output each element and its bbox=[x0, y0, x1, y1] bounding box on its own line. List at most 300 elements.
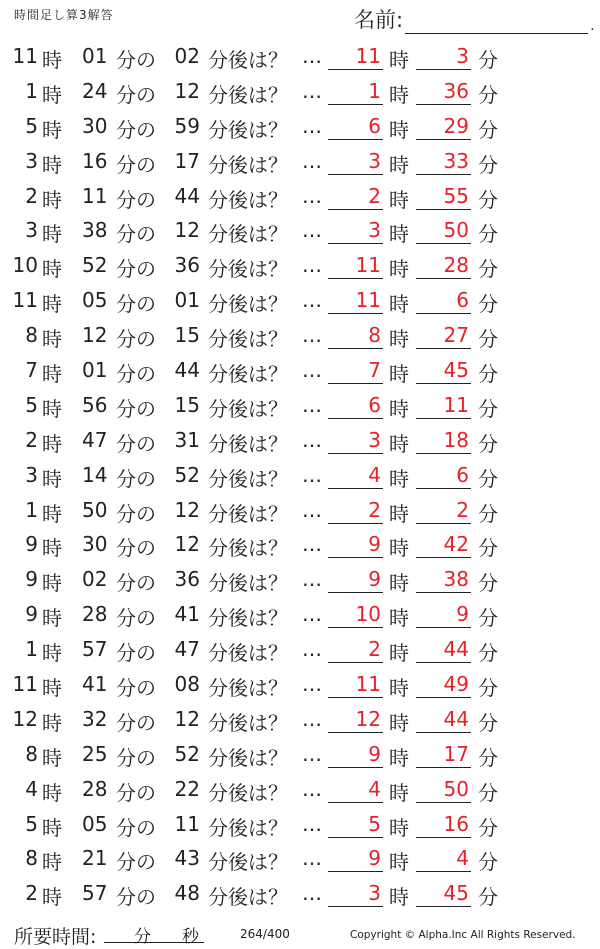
answer-minute-label: 分 bbox=[478, 187, 498, 212]
start-hour: 5 bbox=[25, 811, 38, 836]
answer-minute[interactable]: 45 bbox=[416, 881, 471, 907]
answer-hour-label: 時 bbox=[389, 222, 409, 247]
start-minute: 32 bbox=[82, 706, 108, 731]
answer-hour[interactable]: 3 bbox=[328, 428, 383, 454]
answer-minute-label: 分 bbox=[478, 885, 498, 910]
answer-minute-label: 分 bbox=[478, 292, 498, 317]
hour-label: 時 bbox=[42, 641, 62, 666]
after-question-label: 分後は？ bbox=[208, 82, 288, 107]
hour-label: 時 bbox=[42, 885, 62, 910]
problem-row bbox=[0, 459, 600, 494]
answer-minute[interactable]: 11 bbox=[416, 393, 471, 419]
problem-row bbox=[0, 214, 600, 249]
answer-hour[interactable]: 9 bbox=[328, 742, 383, 768]
added-minutes: 22 bbox=[174, 776, 200, 801]
start-minute: 16 bbox=[82, 148, 108, 173]
added-minutes: 15 bbox=[174, 323, 200, 348]
hour-label: 時 bbox=[42, 327, 62, 352]
answer-hour-label: 時 bbox=[389, 501, 409, 526]
footer bbox=[0, 918, 600, 949]
start-minute: 47 bbox=[82, 427, 108, 452]
hour-label: 時 bbox=[42, 745, 62, 770]
hour-label: 時 bbox=[42, 606, 62, 631]
ellipsis: … bbox=[302, 358, 323, 383]
answer-minute[interactable]: 33 bbox=[416, 149, 471, 175]
minute-unit: 分 bbox=[134, 927, 151, 947]
added-minutes: 44 bbox=[174, 358, 200, 383]
start-minute: 14 bbox=[82, 462, 108, 487]
answer-minute[interactable]: 27 bbox=[416, 323, 471, 349]
ellipsis: … bbox=[302, 323, 323, 348]
start-minute: 01 bbox=[82, 358, 108, 383]
start-hour: 8 bbox=[25, 741, 38, 766]
added-minutes: 48 bbox=[174, 881, 200, 906]
start-minute: 41 bbox=[82, 672, 108, 697]
hour-label: 時 bbox=[42, 571, 62, 596]
problem-row bbox=[0, 284, 600, 319]
problem-row bbox=[0, 528, 600, 563]
answer-hour[interactable]: 6 bbox=[328, 114, 383, 140]
problem-row bbox=[0, 40, 600, 75]
answer-hour[interactable]: 12 bbox=[328, 707, 383, 733]
answer-hour[interactable]: 7 bbox=[328, 358, 383, 384]
answer-minute[interactable]: 45 bbox=[416, 358, 471, 384]
second-unit: 秒 bbox=[182, 927, 199, 947]
answer-minute[interactable]: 49 bbox=[416, 672, 471, 698]
start-hour: 9 bbox=[25, 567, 38, 592]
start-hour: 3 bbox=[25, 148, 38, 173]
problem-row bbox=[0, 145, 600, 180]
problem-row bbox=[0, 319, 600, 354]
hour-label: 時 bbox=[42, 676, 62, 701]
answer-minute-label: 分 bbox=[478, 327, 498, 352]
answer-minute-label: 分 bbox=[478, 222, 498, 247]
minute-of-label: 分の bbox=[116, 885, 156, 910]
start-hour: 2 bbox=[25, 427, 38, 452]
hour-label: 時 bbox=[42, 257, 62, 282]
hour-label: 時 bbox=[42, 82, 62, 107]
problem-row bbox=[0, 354, 600, 389]
added-minutes: 15 bbox=[174, 392, 200, 417]
ellipsis: … bbox=[302, 78, 323, 103]
answer-minute-label: 分 bbox=[478, 641, 498, 666]
added-minutes: 17 bbox=[174, 148, 200, 173]
ellipsis: … bbox=[302, 497, 323, 522]
after-question-label: 分後は？ bbox=[208, 745, 288, 770]
minute-of-label: 分の bbox=[116, 745, 156, 770]
start-minute: 50 bbox=[82, 497, 108, 522]
start-hour: 1 bbox=[25, 637, 38, 662]
answer-minute-label: 分 bbox=[478, 850, 498, 875]
answer-minute[interactable]: 6 bbox=[416, 288, 471, 314]
answer-minute[interactable]: 28 bbox=[416, 253, 471, 279]
ellipsis: … bbox=[302, 288, 323, 313]
after-question-label: 分後は？ bbox=[208, 431, 288, 456]
minute-of-label: 分の bbox=[116, 187, 156, 212]
worksheet-title: 時間足し算3解答 bbox=[14, 8, 114, 22]
answer-hour[interactable]: 2 bbox=[328, 498, 383, 524]
answer-minute-label: 分 bbox=[478, 431, 498, 456]
answer-hour[interactable]: 11 bbox=[328, 253, 383, 279]
minute-of-label: 分の bbox=[116, 292, 156, 317]
added-minutes: 59 bbox=[174, 113, 200, 138]
answer-minute-label: 分 bbox=[478, 82, 498, 107]
minute-of-label: 分の bbox=[116, 257, 156, 282]
after-question-label: 分後は？ bbox=[208, 676, 288, 701]
name-end-dot: . bbox=[590, 18, 595, 34]
answer-minute[interactable]: 36 bbox=[416, 79, 471, 105]
answer-hour[interactable]: 3 bbox=[328, 149, 383, 175]
after-question-label: 分後は？ bbox=[208, 780, 288, 805]
start-minute: 52 bbox=[82, 253, 108, 278]
answer-minute[interactable]: 2 bbox=[416, 498, 471, 524]
answer-hour[interactable]: 2 bbox=[328, 637, 383, 663]
start-minute: 12 bbox=[82, 323, 108, 348]
answer-hour[interactable]: 9 bbox=[328, 532, 383, 558]
answer-minute-label: 分 bbox=[478, 676, 498, 701]
problem-row bbox=[0, 494, 600, 529]
answer-minute-label: 分 bbox=[478, 152, 498, 177]
name-input-line[interactable] bbox=[405, 11, 588, 34]
added-minutes: 12 bbox=[174, 497, 200, 522]
page-number: 264/400 bbox=[240, 927, 290, 941]
answer-minute[interactable]: 17 bbox=[416, 742, 471, 768]
added-minutes: 12 bbox=[174, 78, 200, 103]
answer-hour[interactable]: 6 bbox=[328, 393, 383, 419]
answer-minute[interactable]: 29 bbox=[416, 114, 471, 140]
start-minute: 30 bbox=[82, 532, 108, 557]
hour-label: 時 bbox=[42, 466, 62, 491]
after-question-label: 分後は？ bbox=[208, 152, 288, 177]
hour-label: 時 bbox=[42, 187, 62, 212]
answer-hour[interactable]: 3 bbox=[328, 218, 383, 244]
minute-of-label: 分の bbox=[116, 606, 156, 631]
hour-label: 時 bbox=[42, 396, 62, 421]
after-question-label: 分後は？ bbox=[208, 850, 288, 875]
start-minute: 57 bbox=[82, 881, 108, 906]
answer-hour-label: 時 bbox=[389, 431, 409, 456]
answer-hour-label: 時 bbox=[389, 466, 409, 491]
answer-minute-label: 分 bbox=[478, 117, 498, 142]
answer-hour[interactable]: 9 bbox=[328, 567, 383, 593]
start-hour: 1 bbox=[25, 78, 38, 103]
minute-of-label: 分の bbox=[116, 327, 156, 352]
answer-hour[interactable]: 1 bbox=[328, 79, 383, 105]
answer-hour-label: 時 bbox=[389, 745, 409, 770]
ellipsis: … bbox=[302, 392, 323, 417]
answer-hour[interactable]: 11 bbox=[328, 44, 383, 70]
minute-of-label: 分の bbox=[116, 710, 156, 735]
ellipsis: … bbox=[302, 462, 323, 487]
after-question-label: 分後は？ bbox=[208, 48, 288, 72]
after-question-label: 分後は？ bbox=[208, 187, 288, 212]
answer-hour-label: 時 bbox=[389, 676, 409, 701]
answer-minute-label: 分 bbox=[478, 362, 498, 387]
problem-row bbox=[0, 842, 600, 877]
answer-hour[interactable]: 11 bbox=[328, 672, 383, 698]
minute-of-label: 分の bbox=[116, 641, 156, 666]
answer-minute[interactable]: 6 bbox=[416, 463, 471, 489]
added-minutes: 36 bbox=[174, 567, 200, 592]
minute-of-label: 分の bbox=[116, 152, 156, 177]
added-minutes: 36 bbox=[174, 253, 200, 278]
answer-hour-label: 時 bbox=[389, 292, 409, 317]
answer-hour-label: 時 bbox=[389, 152, 409, 177]
ellipsis: … bbox=[302, 637, 323, 662]
minute-of-label: 分の bbox=[116, 431, 156, 456]
answer-hour-label: 時 bbox=[389, 117, 409, 142]
after-question-label: 分後は？ bbox=[208, 606, 288, 631]
problem-row bbox=[0, 75, 600, 110]
answer-minute[interactable]: 16 bbox=[416, 812, 471, 838]
answer-hour[interactable]: 10 bbox=[328, 602, 383, 628]
after-question-label: 分後は？ bbox=[208, 710, 288, 735]
ellipsis: … bbox=[302, 218, 323, 243]
minute-of-label: 分の bbox=[116, 48, 156, 72]
start-minute: 56 bbox=[82, 392, 108, 417]
after-question-label: 分後は？ bbox=[208, 885, 288, 910]
start-minute: 21 bbox=[82, 846, 108, 871]
added-minutes: 02 bbox=[174, 44, 200, 68]
after-question-label: 分後は？ bbox=[208, 327, 288, 352]
minute-of-label: 分の bbox=[116, 571, 156, 596]
start-hour: 5 bbox=[25, 113, 38, 138]
start-minute: 11 bbox=[82, 183, 108, 208]
minute-of-label: 分の bbox=[116, 117, 156, 142]
after-question-label: 分後は？ bbox=[208, 466, 288, 491]
after-question-label: 分後は？ bbox=[208, 641, 288, 666]
ellipsis: … bbox=[302, 113, 323, 138]
answer-minute[interactable]: 38 bbox=[416, 567, 471, 593]
problem-row bbox=[0, 738, 600, 773]
answer-hour-label: 時 bbox=[389, 780, 409, 805]
answer-minute-label: 分 bbox=[478, 48, 498, 72]
after-question-label: 分後は？ bbox=[208, 815, 288, 840]
start-minute: 05 bbox=[82, 288, 108, 313]
hour-label: 時 bbox=[42, 362, 62, 387]
hour-label: 時 bbox=[42, 815, 62, 840]
hour-label: 時 bbox=[42, 850, 62, 875]
minute-of-label: 分の bbox=[116, 536, 156, 561]
ellipsis: … bbox=[302, 567, 323, 592]
added-minutes: 44 bbox=[174, 183, 200, 208]
minute-of-label: 分の bbox=[116, 815, 156, 840]
start-hour: 10 bbox=[12, 253, 38, 278]
answer-minute[interactable]: 3 bbox=[416, 44, 471, 70]
start-minute: 02 bbox=[82, 567, 108, 592]
start-hour: 11 bbox=[12, 44, 38, 68]
problem-row bbox=[0, 668, 600, 703]
answer-hour[interactable]: 11 bbox=[328, 288, 383, 314]
ellipsis: … bbox=[302, 811, 323, 836]
answer-minute[interactable]: 55 bbox=[416, 184, 471, 210]
answer-hour[interactable]: 2 bbox=[328, 184, 383, 210]
hour-label: 時 bbox=[42, 780, 62, 805]
start-hour: 8 bbox=[25, 323, 38, 348]
answer-minute-label: 分 bbox=[478, 571, 498, 596]
minute-of-label: 分の bbox=[116, 362, 156, 387]
start-minute: 38 bbox=[82, 218, 108, 243]
problem-row bbox=[0, 633, 600, 668]
answer-hour[interactable]: 5 bbox=[328, 812, 383, 838]
minute-of-label: 分の bbox=[116, 676, 156, 701]
answer-hour-label: 時 bbox=[389, 571, 409, 596]
after-question-label: 分後は？ bbox=[208, 117, 288, 142]
answer-hour-label: 時 bbox=[389, 641, 409, 666]
copyright-text: Copyright © Alpha.Inc All Rights Reserved. bbox=[350, 929, 576, 941]
name-field-block bbox=[354, 4, 595, 34]
problem-row bbox=[0, 563, 600, 598]
minute-of-label: 分の bbox=[116, 82, 156, 107]
added-minutes: 52 bbox=[174, 741, 200, 766]
start-minute: 05 bbox=[82, 811, 108, 836]
problem-row bbox=[0, 180, 600, 215]
start-minute: 25 bbox=[82, 741, 108, 766]
answer-minute[interactable]: 42 bbox=[416, 532, 471, 558]
answer-minute[interactable]: 44 bbox=[416, 707, 471, 733]
ellipsis: … bbox=[302, 602, 323, 627]
start-hour: 3 bbox=[25, 462, 38, 487]
start-hour: 8 bbox=[25, 846, 38, 871]
start-hour: 12 bbox=[12, 706, 38, 731]
start-hour: 5 bbox=[25, 392, 38, 417]
after-question-label: 分後は？ bbox=[208, 536, 288, 561]
start-hour: 2 bbox=[25, 881, 38, 906]
problem-list bbox=[0, 40, 600, 912]
answer-hour-label: 時 bbox=[389, 257, 409, 282]
start-hour: 11 bbox=[12, 672, 38, 697]
ellipsis: … bbox=[302, 148, 323, 173]
hour-label: 時 bbox=[42, 710, 62, 735]
added-minutes: 01 bbox=[174, 288, 200, 313]
ellipsis: … bbox=[302, 44, 323, 68]
after-question-label: 分後は？ bbox=[208, 292, 288, 317]
start-minute: 01 bbox=[82, 44, 108, 68]
minute-of-label: 分の bbox=[116, 501, 156, 526]
answer-minute-label: 分 bbox=[478, 536, 498, 561]
answer-hour[interactable]: 8 bbox=[328, 323, 383, 349]
time-required-field[interactable] bbox=[104, 920, 204, 947]
after-question-label: 分後は？ bbox=[208, 501, 288, 526]
minute-of-label: 分の bbox=[116, 780, 156, 805]
problem-row bbox=[0, 808, 600, 843]
start-minute: 57 bbox=[82, 637, 108, 662]
problem-row bbox=[0, 877, 600, 912]
answer-hour[interactable]: 4 bbox=[328, 777, 383, 803]
hour-label: 時 bbox=[42, 292, 62, 317]
problem-row bbox=[0, 703, 600, 738]
answer-minute[interactable]: 50 bbox=[416, 218, 471, 244]
ellipsis: … bbox=[302, 741, 323, 766]
answer-minute[interactable]: 9 bbox=[416, 602, 471, 628]
minute-of-label: 分の bbox=[116, 396, 156, 421]
answer-hour-label: 時 bbox=[389, 362, 409, 387]
answer-hour-label: 時 bbox=[389, 536, 409, 561]
answer-minute-label: 分 bbox=[478, 501, 498, 526]
start-hour: 11 bbox=[12, 288, 38, 313]
after-question-label: 分後は？ bbox=[208, 571, 288, 596]
answer-minute-label: 分 bbox=[478, 257, 498, 282]
answer-hour-label: 時 bbox=[389, 606, 409, 631]
answer-minute[interactable]: 4 bbox=[416, 846, 471, 872]
start-minute: 28 bbox=[82, 602, 108, 627]
ellipsis: … bbox=[302, 881, 323, 906]
added-minutes: 12 bbox=[174, 706, 200, 731]
answer-hour-label: 時 bbox=[389, 885, 409, 910]
problem-row bbox=[0, 389, 600, 424]
hour-label: 時 bbox=[42, 501, 62, 526]
problem-row bbox=[0, 110, 600, 145]
after-question-label: 分後は？ bbox=[208, 396, 288, 421]
answer-minute-label: 分 bbox=[478, 466, 498, 491]
after-question-label: 分後は？ bbox=[208, 257, 288, 282]
ellipsis: … bbox=[302, 183, 323, 208]
answer-minute[interactable]: 50 bbox=[416, 777, 471, 803]
start-hour: 4 bbox=[25, 776, 38, 801]
answer-minute-label: 分 bbox=[478, 396, 498, 421]
answer-hour[interactable]: 3 bbox=[328, 881, 383, 907]
name-label: 名前: bbox=[354, 8, 404, 32]
problem-row bbox=[0, 249, 600, 284]
ellipsis: … bbox=[302, 253, 323, 278]
answer-hour-label: 時 bbox=[389, 187, 409, 212]
answer-minute-label: 分 bbox=[478, 780, 498, 805]
ellipsis: … bbox=[302, 427, 323, 452]
ellipsis: … bbox=[302, 672, 323, 697]
added-minutes: 43 bbox=[174, 846, 200, 871]
after-question-label: 分後は？ bbox=[208, 222, 288, 247]
time-required-label: 所要時間: bbox=[14, 926, 97, 948]
problem-row bbox=[0, 773, 600, 808]
start-minute: 24 bbox=[82, 78, 108, 103]
start-minute: 30 bbox=[82, 113, 108, 138]
hour-label: 時 bbox=[42, 536, 62, 561]
added-minutes: 52 bbox=[174, 462, 200, 487]
answer-minute[interactable]: 18 bbox=[416, 428, 471, 454]
answer-hour-label: 時 bbox=[389, 327, 409, 352]
answer-minute[interactable]: 44 bbox=[416, 637, 471, 663]
start-hour: 7 bbox=[25, 358, 38, 383]
added-minutes: 47 bbox=[174, 637, 200, 662]
answer-minute-label: 分 bbox=[478, 815, 498, 840]
start-hour: 3 bbox=[25, 218, 38, 243]
start-hour: 2 bbox=[25, 183, 38, 208]
ellipsis: … bbox=[302, 776, 323, 801]
hour-label: 時 bbox=[42, 117, 62, 142]
answer-minute-label: 分 bbox=[478, 606, 498, 631]
minute-of-label: 分の bbox=[116, 850, 156, 875]
added-minutes: 41 bbox=[174, 602, 200, 627]
added-minutes: 08 bbox=[174, 672, 200, 697]
answer-minute-label: 分 bbox=[478, 745, 498, 770]
answer-hour-label: 時 bbox=[389, 850, 409, 875]
start-hour: 9 bbox=[25, 532, 38, 557]
answer-hour[interactable]: 4 bbox=[328, 463, 383, 489]
after-question-label: 分後は？ bbox=[208, 362, 288, 387]
minute-of-label: 分の bbox=[116, 222, 156, 247]
minute-of-label: 分の bbox=[116, 466, 156, 491]
answer-hour-label: 時 bbox=[389, 48, 409, 72]
answer-hour-label: 時 bbox=[389, 396, 409, 421]
answer-hour[interactable]: 9 bbox=[328, 846, 383, 872]
added-minutes: 12 bbox=[174, 218, 200, 243]
ellipsis: … bbox=[302, 706, 323, 731]
answer-hour-label: 時 bbox=[389, 815, 409, 840]
hour-label: 時 bbox=[42, 48, 62, 72]
added-minutes: 31 bbox=[174, 427, 200, 452]
added-minutes: 11 bbox=[174, 811, 200, 836]
start-hour: 1 bbox=[25, 497, 38, 522]
